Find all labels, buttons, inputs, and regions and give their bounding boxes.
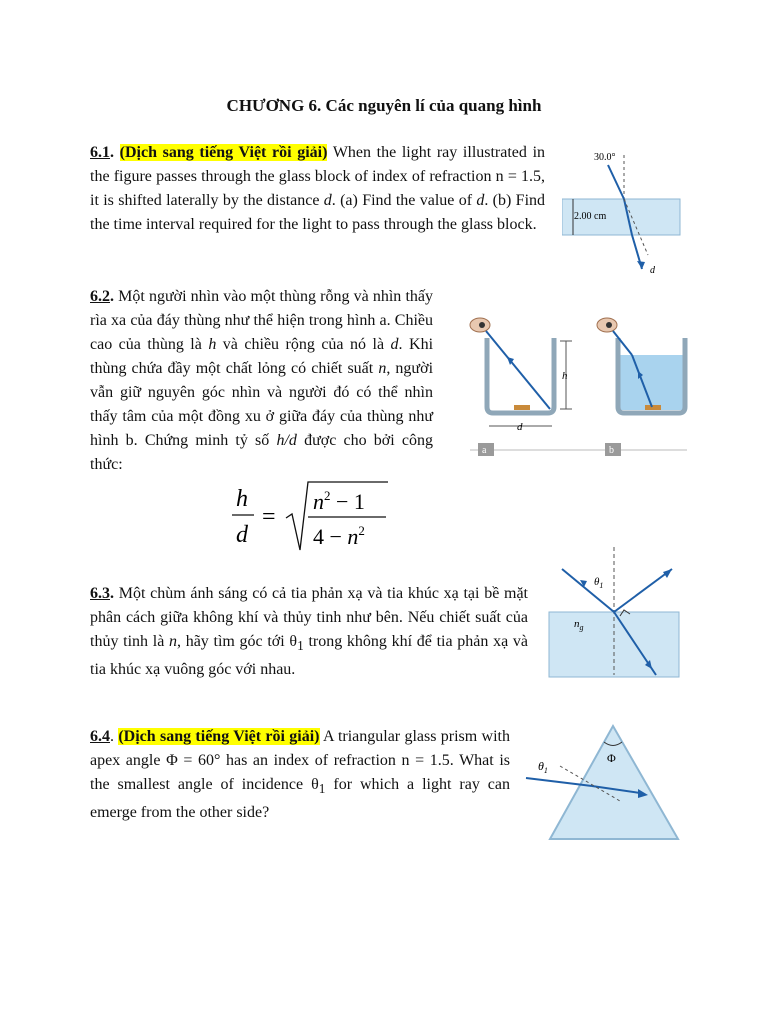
prism-figure — [524, 722, 694, 844]
sight-ray — [486, 331, 550, 409]
svg-text:h: h — [236, 486, 248, 512]
problem-text: trong không khí để tia phản xạ và tia khúc xạ vuông góc với nhau. — [90, 633, 528, 679]
svg-text:d: d — [236, 522, 248, 548]
problem-text: . (b) Find the time interval required for the light to pass through the glass block. — [90, 192, 546, 233]
incident-ray — [562, 569, 614, 612]
svg-text:4 − n2: $4 - n^2$ — [313, 523, 365, 549]
tank-figure — [462, 305, 692, 460]
svg-text:ng: $n_g$ — [574, 618, 584, 632]
liquid — [620, 355, 683, 410]
var-n: n — [169, 633, 177, 650]
translate-highlight: (Dịch sang tiếng Việt rồi giải) — [118, 728, 320, 745]
svg-text:θ1: $\theta_1$ — [538, 759, 548, 775]
problem-6-1: 6.1. (Dịch sang tiếng Việt rồi giải) When the light ray illustrated in the figure passes through the glass block of index of refraction n = 1.5, it is shifted laterally by the distance d. (a) Find the value of d. (b) Find the time interval required for the light to pass through the glass block. — [90, 144, 546, 233]
apex-angle-label: Φ — [607, 751, 616, 765]
glass-block-figure — [562, 145, 682, 280]
problem-6-2: 6.2. Một người nhìn vào một thùng rỗng và nhìn thấy rìa xa của đáy thùng như thể hiện trong hình a. Chiều cao của thùng là h và chiều rộng của nó là d. Khi thùng chứa đầy một chất lỏng có chiết suất n, người vẫn giữ nguyên góc nhìn và người đó có thể nhìn thấy tâm của một đồng xu ở giữa đáy của thùng như hình b. Chứng minh tỷ số h/d được cho bởi công thức: — [90, 288, 434, 473]
subscript: 1 — [318, 781, 326, 797]
problem-text: for which a light ray can emerge from the other side? — [90, 776, 511, 822]
panel-label-b: b — [609, 445, 614, 456]
incident-ray — [608, 165, 624, 199]
problem-6-4: 6.4. (Dịch sang tiếng Việt rồi giải) A triangular glass prism with apex angle Φ = 60° has an index of refraction n = 1.5. What is the smallest angle of incidence $\theta_1$ for which a light ray can emerge from the other side? — [90, 728, 511, 822]
thickness-label: 2.00 cm — [574, 211, 607, 222]
problem-text: được cho bởi công thức: — [90, 432, 434, 473]
reflected-ray — [614, 569, 672, 612]
problem-text: , hãy tìm góc tới θ — [177, 633, 298, 650]
problem-number: 6.3 — [90, 585, 110, 602]
shift-label: d — [650, 265, 655, 276]
height-label: h — [562, 370, 568, 382]
problem-number: 6.4 — [90, 728, 110, 745]
problem-text: Một chùm ánh sáng có cả tia phản xạ và tia khúc xạ tại bề mặt phân cách giữa không khí và thủy tinh như bên. Nếu chiết suất của thủy tinh là — [90, 585, 528, 650]
var-n: n — [378, 360, 387, 377]
svg-text:n2 − 1: $n^2 - 1$ — [313, 488, 365, 514]
svg-text:θ1: $\theta_1$ — [594, 576, 604, 590]
var-h: h — [208, 336, 217, 353]
var-d: d — [476, 192, 485, 209]
reflection-refraction-figure — [548, 545, 680, 679]
formula — [228, 478, 398, 554]
chapter-title: CHƯƠNG 6. Các nguyên lí của quang hình — [226, 96, 542, 115]
width-label: d — [517, 421, 523, 433]
problem-text: When the light ray illustrated in the figure passes through the glass block of index of refraction n = 1.5, it is shifted laterally by the distance — [90, 144, 546, 209]
problem-number: 6.1 — [90, 144, 110, 161]
var-d: d — [323, 192, 332, 209]
var-d: d — [390, 336, 399, 353]
coin — [514, 405, 530, 410]
subscript: 1 — [297, 638, 304, 654]
panel-label-a: a — [482, 445, 487, 456]
translate-highlight: (Dịch sang tiếng Việt rồi giải) — [119, 144, 328, 161]
angle-label: 30.0° — [594, 152, 616, 163]
problem-number: 6.2 — [90, 288, 110, 305]
problem-text: Một người nhìn vào một thùng rỗng và nhìn thấy rìa xa của đáy thùng như thể hiện trong hình a. Chiều cao của thùng là — [90, 288, 433, 353]
problem-text: A triangular glass prism with apex angle Φ = 60° has an index of refraction n = 1.5. What is the smallest angle of incidence θ — [90, 728, 511, 793]
coin — [645, 405, 661, 410]
var-hd: h/d — [276, 432, 297, 449]
svg-text:=: = — [262, 504, 276, 530]
problem-text: , người vẫn giữ nguyên góc nhìn và người đó có thể nhìn thấy tâm của một đồng xu ở giữa đáy của thùng như hình b. Chứng minh tỷ số — [90, 360, 434, 449]
problem-6-3: 6.3. Một chùm ánh sáng có cả tia phản xạ và tia khúc xạ tại bề mặt phân cách giữa không khí và thủy tinh như bên. Nếu chiết suất của thủy tinh là n, hãy tìm góc tới $\theta_1$ trong không khí để tia phản xạ và tia khúc xạ vuông góc với nhau. — [90, 585, 528, 679]
problem-text: . (a) Find the value of — [331, 192, 477, 209]
problem-text: và chiều rộng của nó là — [216, 336, 391, 353]
problem-text: . Khi thùng chứa đầy một chất lỏng có chiết suất — [90, 336, 434, 377]
